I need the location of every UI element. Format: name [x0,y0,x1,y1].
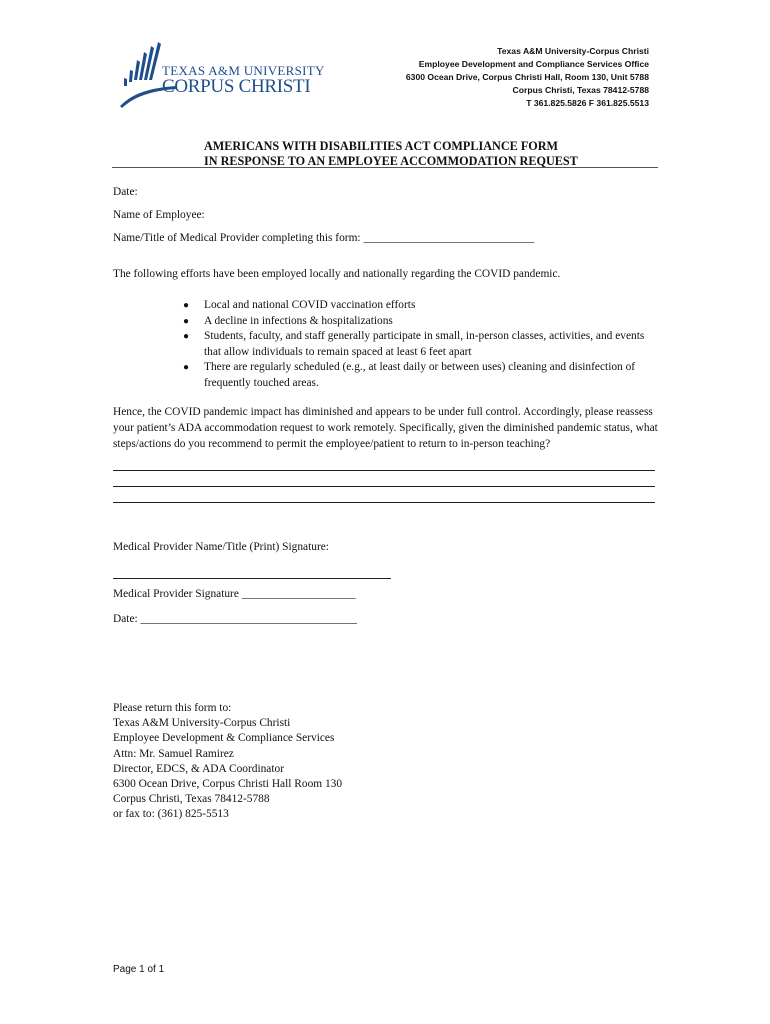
office-line: Corpus Christi, Texas 78412-5788 [512,85,649,95]
date-field-label[interactable]: Date: [113,186,138,198]
logo-text-campus: CORPUS CHRISTI [162,76,311,97]
return-line: or fax to: (361) 825-5513 [113,808,229,821]
signature-date-field[interactable]: Date: ______________________________________ [113,613,357,625]
employee-name-field-label[interactable]: Name of Employee: [113,209,205,221]
return-line: 6300 Ocean Drive, Corpus Christi Hall Room 130 [113,778,343,791]
office-address-block [406,45,649,110]
list-item: ● Local and national COVID vaccination efforts [183,298,663,314]
print-signature-line[interactable] [113,578,391,579]
office-line: 6300 Ocean Drive, Corpus Christi Hall, Room 130, Unit 5788 [405,72,649,82]
answer-line[interactable] [113,470,655,471]
return-line: Employee Development & Compliance Services [113,732,335,745]
reassess-paragraph: Hence, the COVID pandemic impact has diminished and appears to be under full control. Accordingly, please reassess your patient’s ADA accommodation request to work remotely. Specifically, given the diminished pandemic status, what steps/actions do you recommend to permit the employee/patient to return to in-person teaching? [113,406,658,450]
provider-signature-field[interactable]: Medical Provider Signature ____________________ [113,588,356,600]
office-line: Texas A&M University-Corpus Christi [497,46,649,56]
return-line: Please return this form to: [113,702,232,714]
form-title-line1: AMERICANS WITH DISABILITIES ACT COMPLIANCE FORM [204,139,559,153]
logo-text-university: TEXAS A&M UNIVERSITY [162,63,325,78]
bullet-icon: ● [183,331,190,342]
list-item: ● A decline in infections & hospitalizations [183,314,663,330]
print-signature-label: Medical Provider Name/Title (Print) Signature: [113,541,329,553]
return-line: Attn: Mr. Samuel Ramirez [113,747,234,760]
list-item: ● There are regularly scheduled (e.g., at least daily or between uses) cleaning and disinfection of frequently touched areas. [183,361,636,389]
return-line: Texas A&M University-Corpus Christi [113,717,291,730]
bullet-icon: ● [183,315,190,327]
provider-name-field-label[interactable]: Name/Title of Medical Provider completing this form: ______________________________ [113,232,535,244]
efforts-list [183,298,663,391]
return-address-block [113,701,342,823]
answer-area[interactable] [113,470,655,518]
form-title-line2: IN RESPONSE TO AN EMPLOYEE ACCOMMODATION REQUEST [204,154,578,168]
title-divider [112,167,658,168]
return-line: Director, EDCS, & ADA Coordinator [113,762,285,775]
bullet-icon: ● [183,300,190,311]
answer-line[interactable] [113,486,655,487]
intro-text: The following efforts have been employed locally and nationally regarding the COVID pandemic. [113,268,561,280]
return-line: Corpus Christi, Texas 78412-5788 [113,793,270,806]
office-line: T 361.825.5826 F 361.825.5513 [526,98,649,108]
page-number: Page 1 of 1 [113,964,165,975]
office-line: Employee Development and Compliance Services Office [418,59,649,69]
list-item: ● Students, faculty, and staff generally participate in small, in-person classes, activities, and events that allow individuals to remain spaced at least 6 feet apart [183,330,645,358]
bullet-icon: ● [183,362,190,373]
form-title [204,139,578,169]
answer-line[interactable] [113,502,655,503]
university-logo [118,40,328,110]
